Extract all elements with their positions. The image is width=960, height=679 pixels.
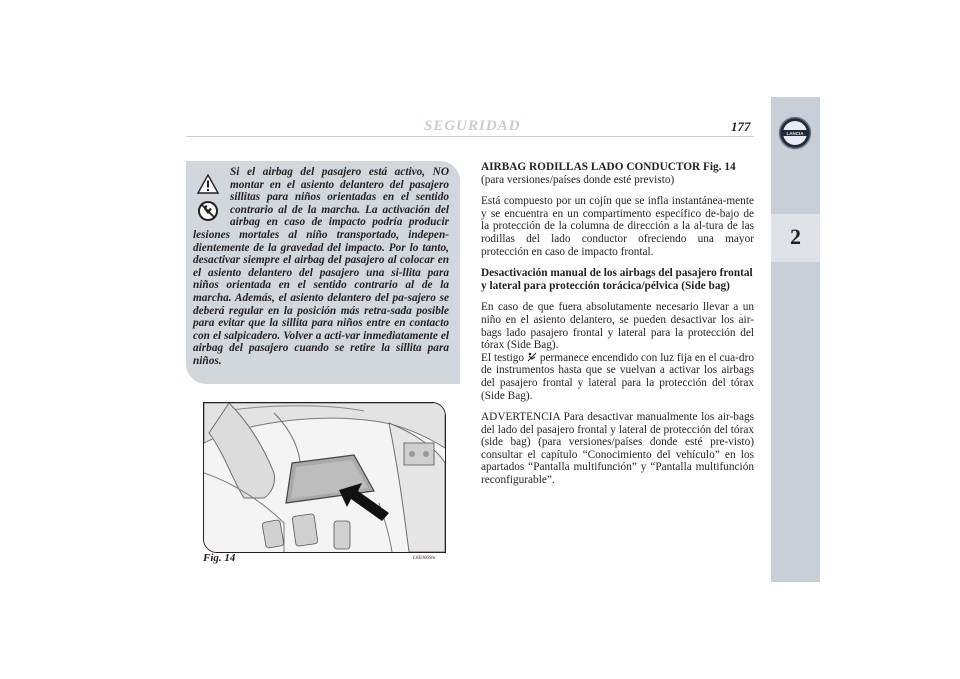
main-text-column (481, 161, 754, 496)
knee-airbag-paragraph: Está compuesto por un cojín que se infla instantánea-mente y se encuentra en un compartimento específico de-bajo de la protección de la columna de dirección a la al-tura de las rodillas del lado conductor ofreciendo una mayor protección en caso de impacto frontal. (481, 195, 754, 258)
testigo-prefix: El testigo (481, 351, 525, 364)
dashboard-illustration (204, 403, 445, 552)
lancia-logo-icon (778, 116, 812, 150)
section-title: SEGURIDAD (424, 118, 521, 134)
page-number: 177 (731, 119, 751, 134)
figure-code: L0E0069m (413, 556, 435, 561)
knee-airbag-subtitle: (para versiones/países donde esté previsto) (481, 173, 675, 186)
figure-14-image (203, 402, 446, 553)
logo-text: LANCIA (786, 131, 804, 136)
passenger-airbag-off-icon (527, 352, 537, 362)
warning-text: Si el airbag del pasajero está activo, NO montar en el asiento delantero del pasajero sillitas para niños orientadas en el sentido contrario al de la marcha. La activación del airbag en caso de impacto podría producir lesiones mortales al niño transportado, indepen-dientemente de la gravedad del impacto. Por lo tanto, desactivar siempre el airbag del pasajero al colocar en el asiento delantero del pasajero una si-llita para niños orientada en el sentido contrario al de la marcha. Además, el asiento delantero del pa-sajero se deberá regular en la posición más retra-sada posible para evitar que la sillita para niños entre en contacto con el salpicadero. Volver a acti-var inmediatamente el airbag del pasajero cuando se retire la sillita para niños. (193, 166, 449, 367)
advertencia-paragraph: ADVERTENCIA Para desactivar manualmente los air-bags del lado del pasajero frontal y lateral de protección del tórax (side bag) (para versiones/países donde esté pre-visto) consultar el capítulo “Conocimiento del vehículo” en los apartados “Pantalla multifunción” y “Pantalla multifunción reconfigurable”. (481, 411, 754, 487)
deactivation-heading: Desactivación manual de los airbags del pasajero frontal y lateral para protección torácica/pélvica (Side bag) (481, 267, 753, 292)
knee-airbag-heading: AIRBAG RODILLAS LADO CONDUCTOR Fig. 14 (481, 161, 736, 173)
figure-caption: Fig. 14 (203, 552, 236, 564)
header-rule (186, 136, 754, 137)
testigo-paragraph (481, 352, 754, 402)
deactivation-paragraph: En caso de que fuera absolutamente necesario llevar a un niño en el asiento delantero, se pueden desactivar los air-bags lado pasajero frontal y lateral para la protección del tórax (Side Bag). (481, 301, 754, 352)
chapter-number: 2 (790, 224, 801, 249)
chapter-band (771, 97, 820, 582)
testigo-suffix: permanece encendido con luz fija en el cua-dro de instrumentos hasta que se vuelvan a activar los airbags del pasajero frontal y lateral para la protección del tórax (Side Bag). (481, 351, 754, 402)
